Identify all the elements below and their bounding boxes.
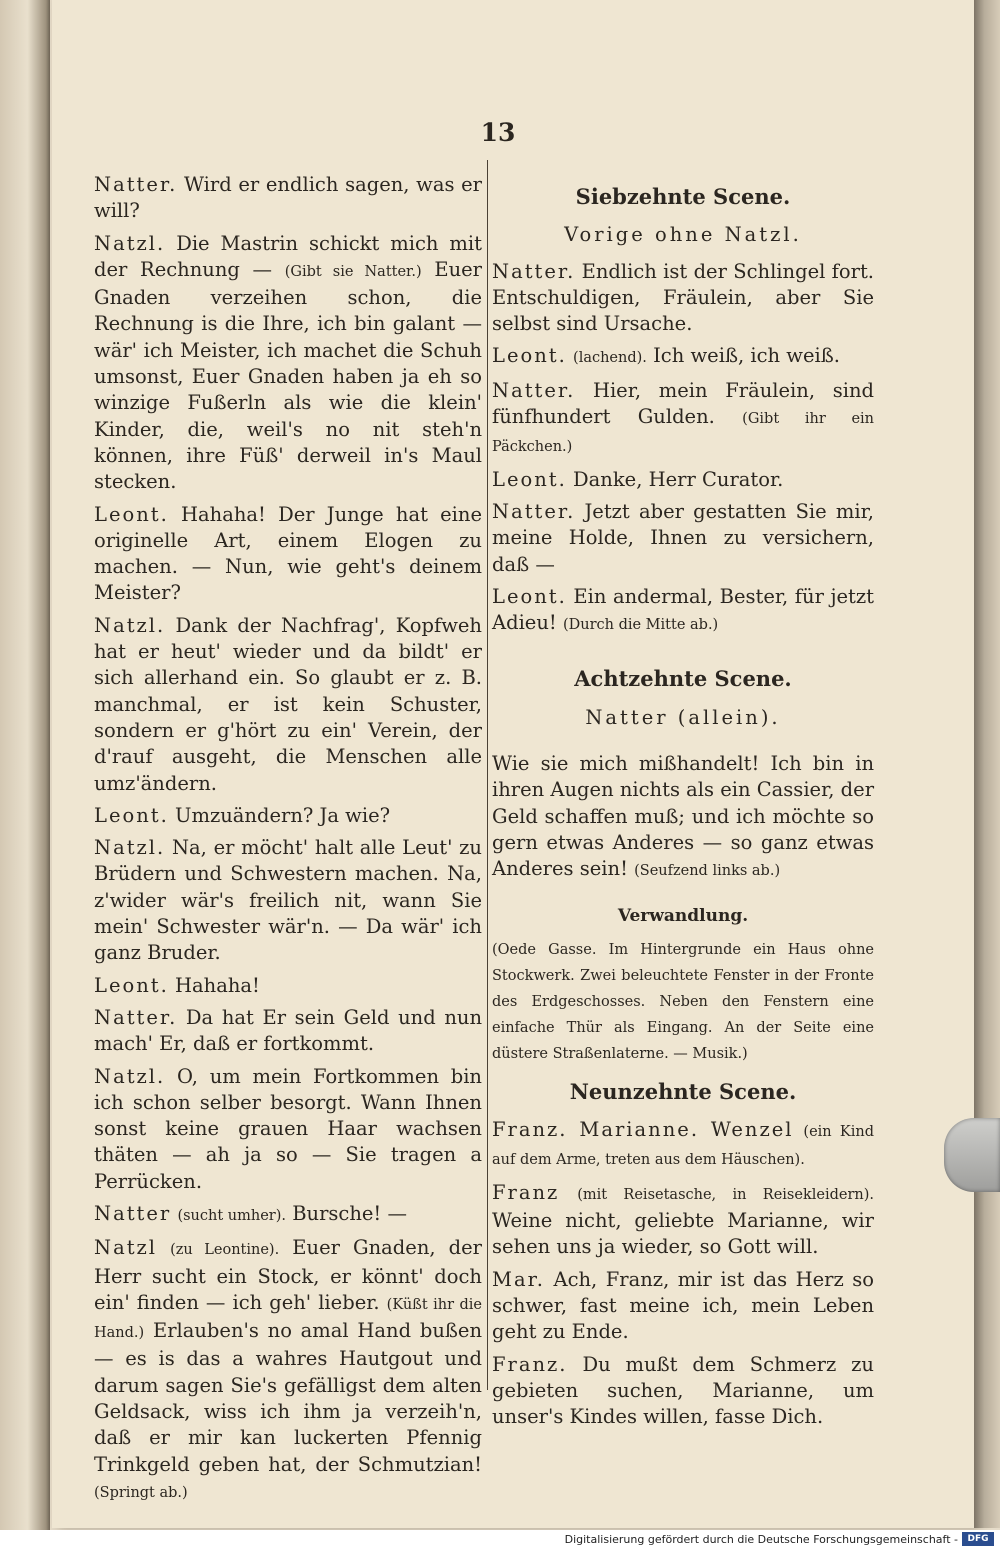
dialogue-line xyxy=(492,259,874,338)
transformation-heading: Verwandlung. xyxy=(617,905,749,926)
line-text: Umzuändern? Ja wie? xyxy=(175,803,391,827)
dialogue-line xyxy=(492,1180,874,1261)
color-calibration-tab xyxy=(944,1118,1000,1192)
stage-direction: (Gibt ihr ein Päckchen.) xyxy=(492,411,875,456)
stage-direction: (Gibt sie Natter.) xyxy=(284,263,422,280)
dialogue-line xyxy=(94,613,482,797)
line-text: Ich weiß, ich weiß. xyxy=(653,344,840,368)
line-text: Danke, Herr Curator. xyxy=(573,467,784,491)
dialogue-line xyxy=(492,378,874,461)
stage-direction: (sucht umher). xyxy=(177,1207,286,1224)
line-text: Euer Gnaden verzeihen schon, die Rechnung is die Ihre, ich bin galant — wär' ich Meister, ich machet die Schuh umsonst, Euer Gnaden haben ja eh so winzige Fußerln als wie die klein' Kinder, die, weil's no nit steh'n können, ihre Füß' derweil in's Maul stecken. xyxy=(94,257,482,494)
speaker-name: Natzl. xyxy=(94,613,166,637)
speaker-name: Leont. xyxy=(492,467,567,491)
speaker-name: Natter xyxy=(94,1201,172,1225)
dialogue-line xyxy=(94,231,482,496)
speaker-name: Leont. xyxy=(94,502,169,526)
stage-direction: (Seufzend links ab.) xyxy=(634,863,781,880)
scene-setting: (Oede Gasse. Im Hintergrunde ein Haus ohne Stockwerk. Zwei beleuchtete Fenster in der Fronte des Erdgeschosses. Neben den Fenstern eine einfache Thür als Eingang. An der Seite eine düstere Straßenlaterne. — Musik.) xyxy=(492,941,874,1062)
speaker-name: Leont. xyxy=(94,973,169,997)
speaker-name: Leont. xyxy=(492,584,567,608)
line-text: Erlauben's no amal Hand bußen — es is das a wahres Hautgout und darum sagen Sie's gefälligst dem alten Geldsack, wiss ich ihm ja verzeih'n, daß er mir kan luckerten Pfennig Trinkgeld geben hat, der Schmutzian! xyxy=(94,1319,483,1476)
speaker-name: Natzl. xyxy=(94,231,166,255)
line-text: Ein andermal, Bester, für jetzt Adieu! xyxy=(492,584,874,635)
scene-heading: Achtzehnte Scene. xyxy=(574,666,792,692)
speaker-name: Leont. xyxy=(94,803,169,827)
line-text: Bursche! — xyxy=(292,1201,407,1225)
speaker-name: Franz. xyxy=(492,1352,568,1376)
line-text: Euer Gnaden, der Herr sucht ein Stock, er könnt' doch ein' finden — ich geh' lieber. xyxy=(94,1236,482,1314)
stage-direction: (Durch die Mitte ab.) xyxy=(562,617,719,634)
line-text: Du mußt dem Schmerz zu gebieten suchen, Marianne, um unser's Kindes willen, fasse Dich. xyxy=(492,1352,874,1429)
line-text: Hahaha! Der Junge hat eine originelle Art, einem Elogen zu machen. — Nun, wie geht's deinem Meister? xyxy=(94,502,482,605)
dialogue-line xyxy=(94,1005,482,1058)
line-text: Ach, Franz, mir ist das Herz so schwer, fast meine ich, mein Leben geht zu Ende. xyxy=(492,1267,874,1344)
stage-direction: (Springt ab.) xyxy=(94,1484,188,1501)
dialogue-line xyxy=(94,973,482,999)
stage-direction: (ein Kind auf dem Arme, treten aus dem Häuschen). xyxy=(492,1124,875,1169)
dialogue-line xyxy=(492,343,874,371)
line-text: Weine nicht, geliebte Marianne, wir sehen uns ja wieder, so Gott will. xyxy=(492,1209,874,1259)
dialogue-line xyxy=(492,499,874,578)
dialogue-line xyxy=(94,502,482,607)
persons-names: Franz. Marianne. Wenzel xyxy=(492,1118,794,1142)
dialogue-line xyxy=(94,1064,482,1195)
speaker-name: Natzl xyxy=(94,1236,158,1260)
speaker-name: Natter. xyxy=(94,173,178,196)
dialogue-line xyxy=(94,803,482,829)
stage-direction: (Küßt ihr die Hand.) xyxy=(94,1296,482,1342)
page-number: 13 xyxy=(480,118,516,147)
line-text: Hier, mein Fräulein, sind fünfhundert Gulden. xyxy=(492,378,874,429)
line-text: O, um mein Fortkommen bin ich schon selber besorgt. Wann Ihnen sonst keine grauen Haar wachsen thäten — ah ja so — Sie tragen a Perrücken. xyxy=(94,1064,482,1193)
speaker-name: Natzl. xyxy=(94,836,166,860)
dialogue-line xyxy=(492,467,874,493)
dialogue-line xyxy=(492,584,874,639)
page-edge xyxy=(974,0,1000,1528)
dialogue-line xyxy=(492,1352,874,1431)
stage-direction: (zu Leontine). xyxy=(170,1242,280,1259)
scene-persons xyxy=(492,1117,874,1174)
dialogue-line xyxy=(94,1201,482,1229)
stage-direction: (lachend). xyxy=(573,350,647,367)
right-column xyxy=(492,172,874,1436)
speaker-name: Natter. xyxy=(492,259,576,283)
scene-heading: Neunzehnte Scene. xyxy=(569,1078,797,1104)
monologue xyxy=(492,751,874,884)
dialogue-line xyxy=(94,172,482,225)
speaker-name: Mar. xyxy=(492,1267,545,1291)
line-text: Da hat Er sein Geld und nun mach' Er, daß er fortkommt. xyxy=(94,1005,483,1056)
line-text: Wird er endlich sagen, was er will? xyxy=(94,173,482,223)
speaker-name: Natter. xyxy=(492,499,576,523)
speaker-name: Natzl. xyxy=(94,1064,166,1088)
speaker-name: Natter. xyxy=(492,378,576,402)
line-text: Endlich ist der Schlingel fort. Entschuldigen, Fräulein, aber Sie selbst sind Ursache. xyxy=(492,259,874,336)
line-text: Hahaha! xyxy=(175,973,260,997)
funding-notice: Digitalisierung gefördert durch die Deutsche Forschungsgemeinschaft - xyxy=(564,1533,958,1546)
scene-persons: Natter (allein). xyxy=(585,705,781,729)
scene-heading: Siebzehnte Scene. xyxy=(575,184,791,209)
speaker-name: Natter. xyxy=(94,1005,178,1029)
speaker-name: Leont. xyxy=(492,344,567,368)
stage-direction: (mit Reisetasche, in Reisekleidern). xyxy=(577,1186,874,1203)
line-text: Na, er möcht' halt alle Leut' zu Brüdern und Schwestern machen. Na, z'wider wär's freilich nit, wann Sie mein' Schwester wär'n. — Da wär' ich ganz Bruder. xyxy=(94,836,482,965)
dfg-logo: DFG xyxy=(962,1532,994,1546)
dialogue-line xyxy=(492,1267,874,1346)
left-column xyxy=(94,172,482,1512)
line-text: Die Mastrin schickt mich mit der Rechnung — xyxy=(94,231,483,281)
speaker-name: Franz xyxy=(492,1180,560,1204)
scene-persons: Vorige ohne Natzl. xyxy=(564,223,802,247)
column-divider xyxy=(487,160,488,1390)
line-text: Wie sie mich mißhandelt! Ich bin in ihren Augen nichts als ein Cassier, der Geld schaffen muß; und ich möchte so gern etwas Anderes — so ganz etwas Anderes sein! xyxy=(492,752,875,881)
line-text: Dank der Nachfrag', Kopfweh hat er heut' wieder und da bildt' er sich allerhand ein. So glaubt er z. B. manchmal, er ist kein Schuster, sondern er g'hört zu ein' Verein, der d'rauf ausgeht, die Menschen alle umz'ändern. xyxy=(94,613,482,795)
line-text: Jetzt aber gestatten Sie mir, meine Holde, Ihnen zu versichern, daß — xyxy=(492,499,874,576)
digitization-footer xyxy=(0,1530,1000,1549)
previous-page-edge xyxy=(0,0,50,1530)
dialogue-line xyxy=(94,835,482,966)
dialogue-line xyxy=(94,1235,482,1506)
